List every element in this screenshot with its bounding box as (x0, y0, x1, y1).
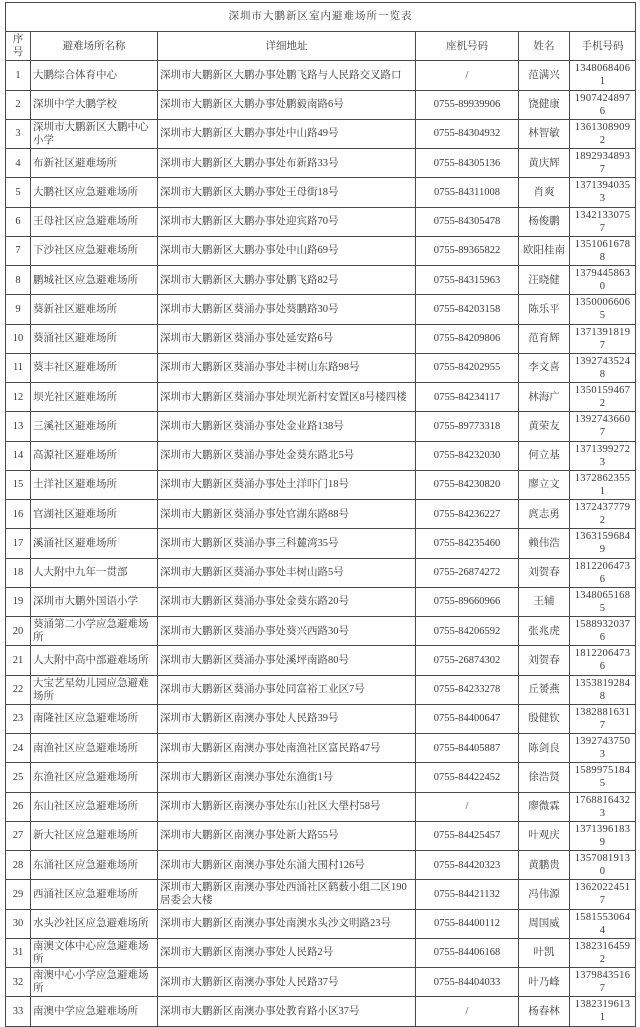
cell-mobile: 18929348937 (570, 149, 636, 178)
cell-seq: 33 (6, 997, 31, 1026)
cell-seq: 4 (6, 149, 31, 178)
cell-mobile: 13823196131 (570, 997, 636, 1026)
cell-landline: / (416, 997, 519, 1026)
cell-seq: 26 (6, 792, 31, 821)
table-row (6, 295, 636, 324)
cell-shelter-name: 深圳市大鹏新区大鹏中心小学 (31, 119, 158, 148)
cell-landline: 0755-84420323 (416, 851, 519, 880)
cell-address: 深圳市大鹏新区大鹏办事处中山路49号 (158, 119, 416, 148)
column-header-mobile: 手机号码 (570, 32, 636, 61)
cell-mobile: 13798435167 (570, 968, 636, 997)
cell-address: 深圳市大鹏新区葵涌办事处同富裕工业区7号 (158, 675, 416, 704)
table-row (6, 119, 636, 148)
cell-landline: 0755-84406168 (416, 938, 519, 967)
cell-landline: 0755-89939906 (416, 90, 519, 119)
cell-shelter-name: 高源社区避难场所 (31, 441, 158, 470)
cell-shelter-name: 东涌社区应急避难场所 (31, 851, 158, 880)
cell-landline: 0755-84311008 (416, 178, 519, 207)
cell-seq: 31 (6, 938, 31, 967)
cell-contact-name: 李文喜 (519, 353, 570, 382)
cell-address: 深圳市大鹏新区葵涌办事处土洋吓门18号 (158, 470, 416, 499)
cell-address: 深圳市大鹏新区大鹏办事处布新路33号 (158, 149, 416, 178)
cell-seq: 3 (6, 119, 31, 148)
table-row (6, 704, 636, 733)
cell-contact-name: 黄庆辉 (519, 149, 570, 178)
cell-mobile: 13713992723 (570, 441, 636, 470)
cell-landline: 0755-84305478 (416, 207, 519, 236)
table-body (6, 61, 636, 1026)
cell-contact-name: 庹志勇 (519, 500, 570, 529)
cell-seq: 19 (6, 587, 31, 616)
table-row (6, 236, 636, 265)
cell-landline: 0755-84404033 (416, 968, 519, 997)
table-row (6, 938, 636, 967)
cell-mobile: 13480684061 (570, 61, 636, 90)
cell-landline: 0755-84233278 (416, 675, 519, 704)
cell-shelter-name: 下沙社区应急避难场所 (31, 236, 158, 265)
cell-shelter-name: 南澳文体中心应急避难场所 (31, 938, 158, 967)
cell-address: 深圳市大鹏新区葵涌办事处溪坪南路80号 (158, 646, 416, 675)
cell-shelter-name: 葵丰社区避难场所 (31, 353, 158, 382)
table-row (6, 909, 636, 938)
cell-mobile: 13631596849 (570, 529, 636, 558)
cell-contact-name: 叶乃峰 (519, 968, 570, 997)
cell-landline: 0755-84400647 (416, 704, 519, 733)
column-header-seq: 序号 (6, 32, 31, 61)
cell-address: 深圳市大鹏新区南澳办事处人民路37号 (158, 968, 416, 997)
cell-contact-name: 王辅 (519, 587, 570, 616)
table-row (6, 90, 636, 119)
cell-address: 深圳市大鹏新区葵涌办事处金葵东路20号 (158, 587, 416, 616)
cell-landline: 0755-26874272 (416, 558, 519, 587)
cell-contact-name: 廖微霖 (519, 792, 570, 821)
cell-address: 深圳市大鹏新区葵涌办事处葵鹏路30号 (158, 295, 416, 324)
cell-mobile: 15899751845 (570, 763, 636, 792)
cell-seq: 1 (6, 61, 31, 90)
cell-landline: 0755-84203158 (416, 295, 519, 324)
cell-mobile: 13613089092 (570, 119, 636, 148)
cell-mobile: 13421330757 (570, 207, 636, 236)
cell-landline: 0755-84405887 (416, 734, 519, 763)
cell-shelter-name: 东渔社区应急避难场所 (31, 763, 158, 792)
table-row (6, 412, 636, 441)
cell-contact-name: 叶凯 (519, 938, 570, 967)
cell-address: 深圳市大鹏新区南澳办事处新大路55号 (158, 821, 416, 850)
cell-address: 深圳市大鹏新区大鹏办事处迎宾路70号 (158, 207, 416, 236)
cell-seq: 15 (6, 470, 31, 499)
cell-mobile: 13538192848 (570, 675, 636, 704)
cell-address: 深圳市大鹏新区南澳办事处教育路小区37号 (158, 997, 416, 1026)
cell-mobile: 15889320376 (570, 617, 636, 646)
cell-contact-name: 叶观庆 (519, 821, 570, 850)
cell-mobile: 18122064736 (570, 646, 636, 675)
table-row (6, 266, 636, 295)
cell-seq: 18 (6, 558, 31, 587)
cell-seq: 2 (6, 90, 31, 119)
cell-contact-name: 刘贺春 (519, 646, 570, 675)
cell-seq: 25 (6, 763, 31, 792)
cell-seq: 17 (6, 529, 31, 558)
cell-shelter-name: 葵涌第二小学应急避难场所 (31, 617, 158, 646)
cell-shelter-name: 深圳中学大鹏学校 (31, 90, 158, 119)
cell-contact-name: 殷健钦 (519, 704, 570, 733)
cell-contact-name: 陈剑良 (519, 734, 570, 763)
cell-shelter-name: 新大社区应急避难场所 (31, 821, 158, 850)
cell-mobile: 13927436607 (570, 412, 636, 441)
cell-landline: 0755-89773318 (416, 412, 519, 441)
cell-address: 深圳市大鹏新区葵涌办事三科麓湾35号 (158, 529, 416, 558)
cell-contact-name: 陈乐平 (519, 295, 570, 324)
cell-contact-name: 范育辉 (519, 324, 570, 353)
cell-seq: 13 (6, 412, 31, 441)
cell-shelter-name: 葵新社区避难场所 (31, 295, 158, 324)
cell-mobile: 13713961839 (570, 821, 636, 850)
cell-address: 深圳市大鹏新区南澳办事处南渔社区富民路47号 (158, 734, 416, 763)
cell-mobile: 13713918197 (570, 324, 636, 353)
cell-contact-name: 黄荣友 (519, 412, 570, 441)
cell-address: 深圳市大鹏新区大鹏办事处鹏飞路与人民路交叉路口 (158, 61, 416, 90)
cell-seq: 28 (6, 851, 31, 880)
cell-seq: 24 (6, 734, 31, 763)
cell-mobile: 17688164323 (570, 792, 636, 821)
cell-address: 深圳市大鹏新区南澳办事处西涌社区鹤薮小组二区190居委会大楼 (158, 880, 416, 909)
cell-landline: 0755-84236227 (416, 500, 519, 529)
cell-mobile: 13501594672 (570, 383, 636, 412)
cell-contact-name: 廖立文 (519, 470, 570, 499)
cell-shelter-name: 鹏城社区应急避难场所 (31, 266, 158, 295)
cell-contact-name: 赖伟浩 (519, 529, 570, 558)
cell-shelter-name: 土洋社区避难场所 (31, 470, 158, 499)
cell-mobile: 13713940353 (570, 178, 636, 207)
table-row (6, 675, 636, 704)
cell-landline: 0755-84206592 (416, 617, 519, 646)
cell-contact-name: 冯伟源 (519, 880, 570, 909)
cell-address: 深圳市大鹏新区南澳办事处人民路39号 (158, 704, 416, 733)
cell-address: 深圳市大鹏新区大鹏办事处鹏飞路82号 (158, 266, 416, 295)
table-row (6, 968, 636, 997)
cell-contact-name: 杨俊鹏 (519, 207, 570, 236)
column-header-landline: 座机号码 (416, 32, 519, 61)
cell-mobile: 13620224517 (570, 880, 636, 909)
cell-seq: 22 (6, 675, 31, 704)
cell-address: 深圳市大鹏新区葵涌办事处丰树山东路98号 (158, 353, 416, 382)
cell-contact-name: 徐浩贤 (519, 763, 570, 792)
cell-mobile: 13724377792 (570, 500, 636, 529)
column-header-shelter-name: 避难场所名称 (31, 32, 158, 61)
cell-address: 深圳市大鹏新区葵涌办事处金葵东路北5号 (158, 441, 416, 470)
cell-shelter-name: 南澳中学应急避难场所 (31, 997, 158, 1026)
table-row (6, 558, 636, 587)
cell-shelter-name: 大鹏综合体育中心 (31, 61, 158, 90)
cell-seq: 10 (6, 324, 31, 353)
title-row (6, 3, 636, 32)
cell-address: 深圳市大鹏新区葵涌办事处丰树山路5号 (158, 558, 416, 587)
table-row (6, 149, 636, 178)
cell-landline: / (416, 792, 519, 821)
cell-shelter-name: 深圳市大鹏外国语小学 (31, 587, 158, 616)
cell-seq: 5 (6, 178, 31, 207)
cell-mobile: 19074248976 (570, 90, 636, 119)
cell-mobile: 13500066065 (570, 295, 636, 324)
cell-address: 深圳市大鹏新区南澳办事处南澳水头沙文明路23号 (158, 909, 416, 938)
table-row (6, 324, 636, 353)
cell-shelter-name: 王母社区应急避难场所 (31, 207, 158, 236)
cell-landline: 0755-84230820 (416, 470, 519, 499)
cell-shelter-name: 南澳中心小学应急避难场所 (31, 968, 158, 997)
table-row (6, 851, 636, 880)
cell-shelter-name: 人大附中高中部避难场所 (31, 646, 158, 675)
cell-landline: 0755-84235460 (416, 529, 519, 558)
cell-shelter-name: 官湖社区避难场所 (31, 500, 158, 529)
cell-seq: 14 (6, 441, 31, 470)
cell-seq: 20 (6, 617, 31, 646)
cell-shelter-name: 坝光社区避难场所 (31, 383, 158, 412)
cell-mobile: 15815530644 (570, 909, 636, 938)
cell-shelter-name: 南渔社区应急避难场所 (31, 734, 158, 763)
column-header-contact-name: 姓名 (519, 32, 570, 61)
cell-contact-name: 饶健康 (519, 90, 570, 119)
cell-contact-name: 周国威 (519, 909, 570, 938)
cell-seq: 9 (6, 295, 31, 324)
cell-contact-name: 何立基 (519, 441, 570, 470)
table-row (6, 207, 636, 236)
cell-seq: 23 (6, 704, 31, 733)
cell-mobile: 13570819130 (570, 851, 636, 880)
cell-contact-name: 黄鹏贵 (519, 851, 570, 880)
cell-landline: 0755-84305136 (416, 149, 519, 178)
cell-contact-name: 肖爽 (519, 178, 570, 207)
cell-landline: 0755-84425457 (416, 821, 519, 850)
cell-mobile: 13823164592 (570, 938, 636, 967)
cell-seq: 30 (6, 909, 31, 938)
cell-landline: 0755-84202955 (416, 353, 519, 382)
cell-mobile: 13828816317 (570, 704, 636, 733)
table-row (6, 353, 636, 382)
cell-shelter-name: 大鹏社区应急避难场所 (31, 178, 158, 207)
cell-seq: 8 (6, 266, 31, 295)
cell-shelter-name: 人大附中九年一贯部 (31, 558, 158, 587)
cell-seq: 32 (6, 968, 31, 997)
cell-contact-name: 杨春林 (519, 997, 570, 1026)
table-row (6, 383, 636, 412)
cell-seq: 7 (6, 236, 31, 265)
cell-contact-name: 范满兴 (519, 61, 570, 90)
cell-shelter-name: 西涌社区应急避难场所 (31, 880, 158, 909)
cell-mobile: 13927435248 (570, 353, 636, 382)
cell-address: 深圳市大鹏新区大鹏办事处鹏毅南路6号 (158, 90, 416, 119)
table-row (6, 587, 636, 616)
cell-seq: 16 (6, 500, 31, 529)
cell-contact-name: 林海广 (519, 383, 570, 412)
cell-shelter-name: 东山社区应急避难场所 (31, 792, 158, 821)
table-row (6, 617, 636, 646)
table-row (6, 763, 636, 792)
cell-seq: 29 (6, 880, 31, 909)
cell-seq: 12 (6, 383, 31, 412)
cell-mobile: 13480651685 (570, 587, 636, 616)
table-row (6, 880, 636, 909)
cell-landline: 0755-84421132 (416, 880, 519, 909)
cell-landline: 0755-84209806 (416, 324, 519, 353)
cell-landline: 0755-84422452 (416, 763, 519, 792)
cell-shelter-name: 三溪社区避难场所 (31, 412, 158, 441)
cell-mobile: 18122064736 (570, 558, 636, 587)
cell-address: 深圳市大鹏新区葵涌办事处葵兴西路30号 (158, 617, 416, 646)
cell-address: 深圳市大鹏新区葵涌办事处官湖东路88号 (158, 500, 416, 529)
cell-seq: 27 (6, 821, 31, 850)
cell-landline: 0755-84315963 (416, 266, 519, 295)
shelter-table (5, 2, 636, 1027)
cell-shelter-name: 溪涌社区避难场所 (31, 529, 158, 558)
table-title: 深圳市大鹏新区室内避难场所一览表 (6, 3, 636, 32)
table-row (6, 734, 636, 763)
cell-seq: 21 (6, 646, 31, 675)
table-row (6, 529, 636, 558)
cell-seq: 6 (6, 207, 31, 236)
cell-address: 深圳市大鹏新区大鹏办事处中山路69号 (158, 236, 416, 265)
cell-contact-name: 汪晓健 (519, 266, 570, 295)
table-row (6, 470, 636, 499)
table-header-row (6, 32, 636, 61)
cell-landline: 0755-89660966 (416, 587, 519, 616)
cell-address: 深圳市大鹏新区葵涌办事处金业路138号 (158, 412, 416, 441)
cell-seq: 11 (6, 353, 31, 382)
cell-landline: 0755-84304932 (416, 119, 519, 148)
cell-shelter-name: 水头沙社区应急避难场所 (31, 909, 158, 938)
column-header-address: 详细地址 (158, 32, 416, 61)
cell-mobile: 13927437503 (570, 734, 636, 763)
cell-landline: 0755-84232030 (416, 441, 519, 470)
cell-landline: 0755-26874302 (416, 646, 519, 675)
cell-address: 深圳市大鹏新区南澳办事处东山社区大壆村58号 (158, 792, 416, 821)
table-row (6, 178, 636, 207)
table-row (6, 792, 636, 821)
cell-mobile: 13510616788 (570, 236, 636, 265)
cell-contact-name: 欧阳桂南 (519, 236, 570, 265)
table-row (6, 821, 636, 850)
cell-shelter-name: 大宝艺星幼儿园应急避难场所 (31, 675, 158, 704)
cell-mobile: 13794458630 (570, 266, 636, 295)
cell-landline: / (416, 61, 519, 90)
table-row (6, 646, 636, 675)
cell-contact-name: 丘赟燕 (519, 675, 570, 704)
cell-address: 深圳市大鹏新区大鹏办事处王母街18号 (158, 178, 416, 207)
cell-shelter-name: 葵涌社区避难场所 (31, 324, 158, 353)
table-row (6, 997, 636, 1026)
cell-address: 深圳市大鹏新区葵涌办事处坝光新村安置区8号楼四楼 (158, 383, 416, 412)
cell-landline: 0755-84400112 (416, 909, 519, 938)
table-row (6, 61, 636, 90)
cell-address: 深圳市大鹏新区南澳办事处东渔街1号 (158, 763, 416, 792)
table-row (6, 441, 636, 470)
cell-mobile: 13728623551 (570, 470, 636, 499)
cell-contact-name: 刘贺春 (519, 558, 570, 587)
cell-landline: 0755-89365822 (416, 236, 519, 265)
cell-contact-name: 林智敏 (519, 119, 570, 148)
cell-shelter-name: 南隆社区应急避难场所 (31, 704, 158, 733)
table-row (6, 500, 636, 529)
cell-address: 深圳市大鹏新区南澳办事处东涌大围村126号 (158, 851, 416, 880)
cell-address: 深圳市大鹏新区南澳办事处人民路2号 (158, 938, 416, 967)
cell-landline: 0755-84234117 (416, 383, 519, 412)
cell-contact-name: 张兆虎 (519, 617, 570, 646)
cell-address: 深圳市大鹏新区葵涌办事处延安路6号 (158, 324, 416, 353)
cell-shelter-name: 布新社区避难场所 (31, 149, 158, 178)
